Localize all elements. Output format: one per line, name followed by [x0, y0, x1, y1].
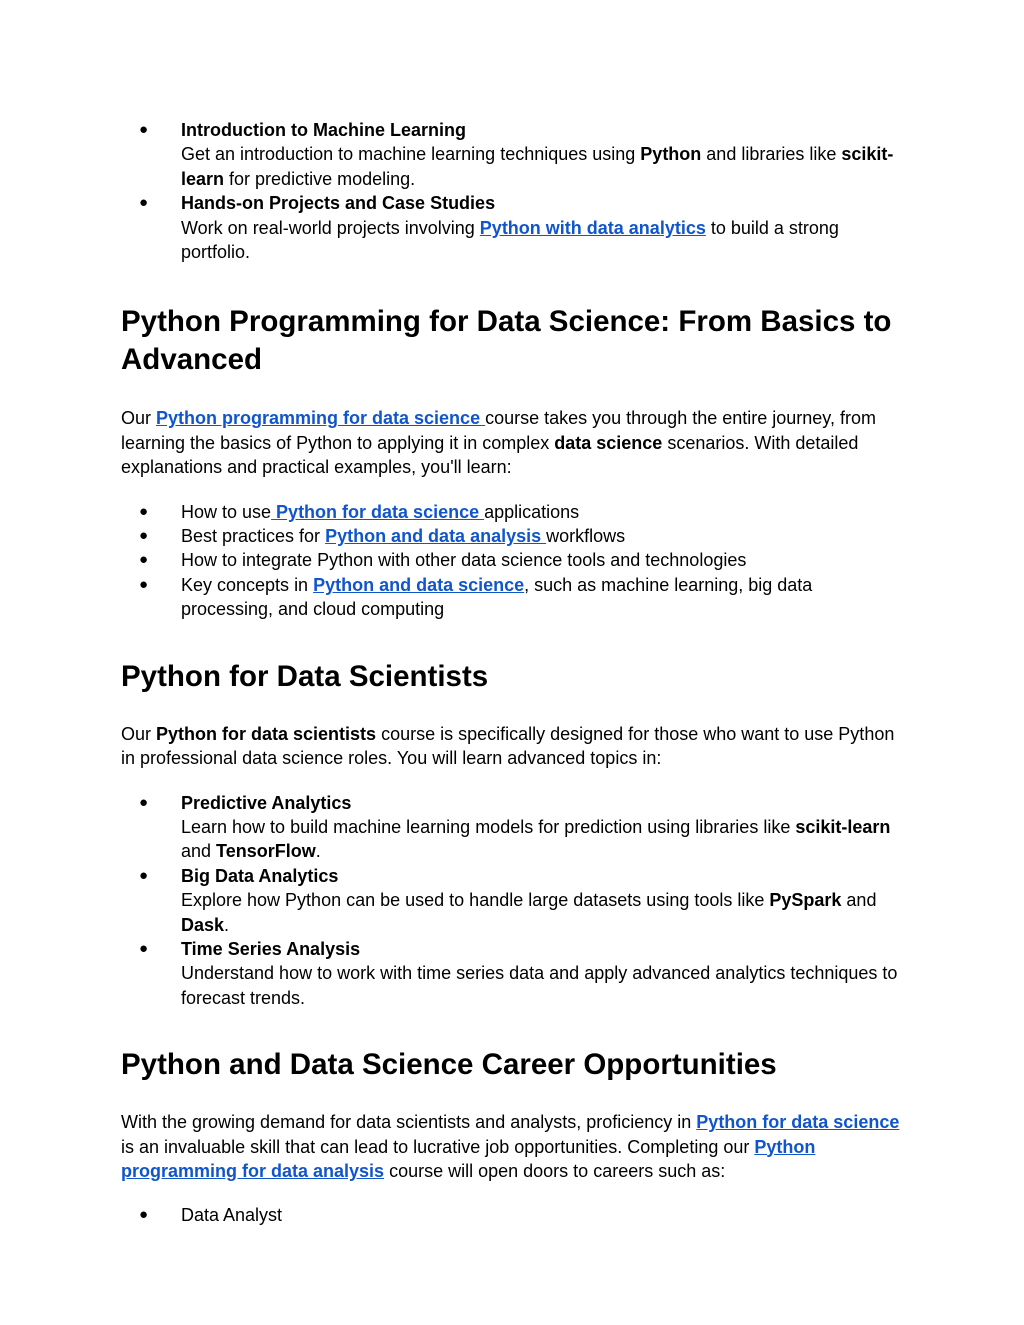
list-item-text: How to use [181, 501, 272, 522]
learning-list [121, 500, 906, 622]
paragraph-text: course is specifically designed for those who want to use Python in professional data science roles. You will learn advanced topics in: [121, 723, 895, 769]
bold-term: scikit-learn [795, 816, 891, 837]
bullet-icon: ● [139, 939, 149, 957]
list-item-text: Key concepts in [181, 574, 314, 595]
list-item [121, 1203, 906, 1227]
list-item [121, 791, 906, 864]
bullet-icon: ● [139, 793, 149, 811]
careers-list [121, 1203, 906, 1227]
list-item-text: and libraries like [701, 144, 842, 165]
list-item [121, 524, 906, 548]
bold-term: Python [640, 144, 702, 165]
python-programming-for-data-science-link[interactable]: Python programming for data science [156, 408, 486, 429]
section-paragraph [121, 1110, 906, 1183]
bold-term: PySpark [769, 890, 842, 911]
list-item-text: Understand how to work with time series data and apply advanced analytics techniques to forecast trends. [181, 963, 898, 1008]
paragraph-text: With the growing demand for data scientists and analysts, proficiency in [121, 1112, 697, 1133]
list-item-text: and [181, 841, 217, 862]
list-item [121, 191, 906, 264]
list-item [121, 118, 906, 191]
bullet-icon: ● [139, 551, 149, 569]
list-item-text: How to integrate Python with other data science tools and technologies [181, 550, 747, 571]
paragraph-text: is an invaluable skill that can lead to lucrative job opportunities. Completing our [121, 1136, 755, 1157]
python-with-data-analytics-link[interactable]: Python with data analytics [479, 217, 706, 238]
paragraph-text: course will open doors to careers such as: [384, 1160, 726, 1181]
bold-term: data science [554, 432, 663, 453]
bold-term: scikit-learn [181, 144, 894, 189]
list-item [121, 937, 906, 1010]
section-heading: Python and Data Science Career Opportunities [121, 1048, 777, 1082]
python-for-data-science-link[interactable]: Python for data science [696, 1112, 900, 1133]
list-item-title: Introduction to Machine Learning [181, 120, 466, 140]
list-item-title: Predictive Analytics [181, 792, 352, 813]
python-programming-for-data-analysis-link[interactable]: Python programming for data analysis [121, 1136, 816, 1181]
bullet-icon: ● [139, 502, 149, 520]
section-heading: Python Programming for Data Science: From Basics to Advanced [121, 305, 892, 377]
topics-list [121, 118, 906, 264]
advanced-topics-list [121, 791, 906, 1011]
bullet-icon: ● [139, 866, 149, 884]
list-item-text: . [315, 841, 321, 862]
bold-term: TensorFlow [216, 841, 316, 862]
list-item [121, 864, 906, 937]
list-item-text: . [224, 914, 230, 935]
bold-term: Python for data scientists [156, 723, 377, 744]
bold-term: Dask [181, 914, 225, 935]
bullet-icon: ● [139, 1206, 149, 1224]
list-item [121, 548, 906, 572]
list-item-text: Learn how to build machine learning models for prediction using libraries like [181, 816, 796, 837]
section-paragraph [121, 722, 906, 771]
bullet-icon: ● [139, 527, 149, 545]
bullet-icon: ● [139, 575, 149, 593]
section-paragraph [121, 406, 906, 479]
list-item-text: and [841, 890, 877, 911]
bullet-icon: ● [139, 121, 149, 138]
paragraph-text: course takes you through the entire journey, from learning the basics of Python to applying it in complex [121, 408, 876, 453]
list-item-text: to build a strong portfolio. [181, 217, 839, 263]
document-content [121, 118, 906, 1228]
list-item-title: Big Data Analytics [181, 865, 339, 886]
list-item-text: Work on real-world projects involving [181, 217, 480, 238]
paragraph-text: scenarios. With detailed explanations and practical examples, you'll learn: [121, 432, 859, 478]
python-and-data-science-link[interactable]: Python and data science [313, 574, 525, 595]
list-item-title: Hands-on Projects and Case Studies [181, 193, 496, 214]
list-item-text: , such as machine learning, big data processing, and cloud computing [181, 574, 813, 620]
paragraph-text: Our [121, 723, 157, 744]
list-item [121, 573, 906, 622]
list-item-text: Explore how Python can be used to handle large datasets using tools like [181, 890, 770, 911]
python-and-data-analysis-link[interactable]: Python and data analysis [325, 526, 547, 547]
bullet-icon: ● [139, 194, 149, 212]
list-item-text: applications [484, 501, 580, 522]
paragraph-text: Our [121, 408, 157, 429]
list-item-text: for predictive modeling. [224, 168, 416, 189]
list-item-title: Time Series Analysis [181, 938, 361, 959]
list-item-text: workflows [546, 526, 626, 547]
python-for-data-science-link[interactable]: Python for data science [271, 501, 485, 522]
section-heading: Python for Data Scientists [121, 659, 489, 693]
list-item-text: Get an introduction to machine learning techniques using [181, 144, 641, 165]
list-item [121, 500, 906, 524]
list-item-text: Best practices for [181, 526, 326, 547]
list-item-text: Data Analyst [181, 1205, 283, 1226]
